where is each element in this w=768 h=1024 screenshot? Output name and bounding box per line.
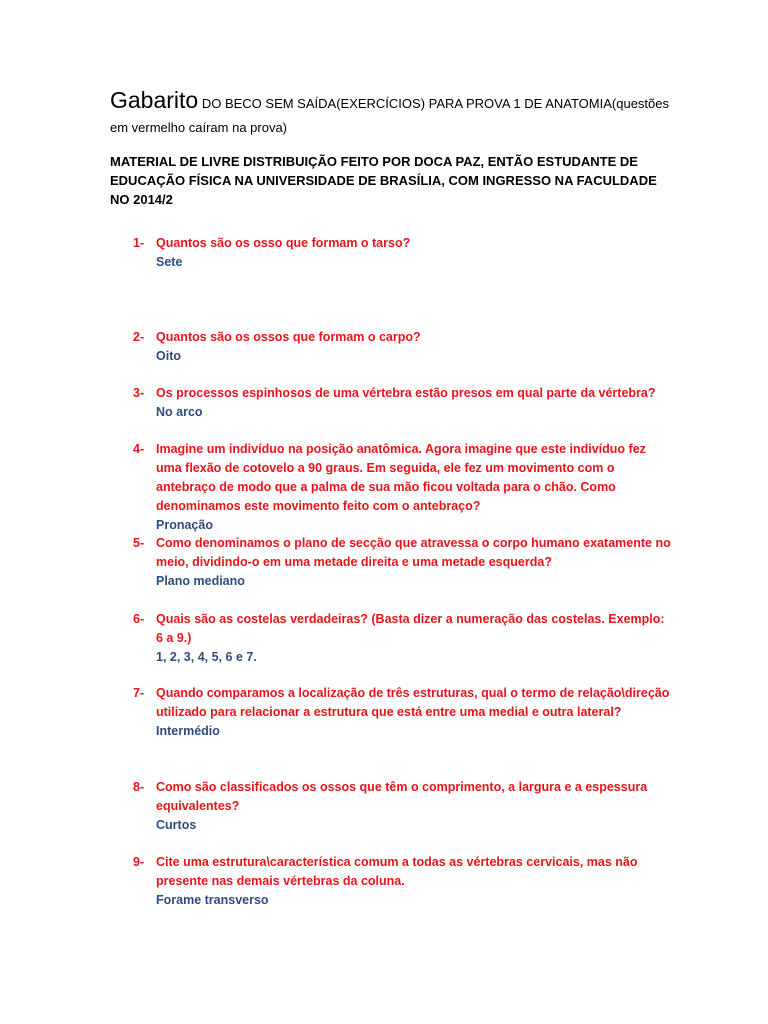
- question-number: 2-: [133, 330, 145, 344]
- question-number: 8-: [133, 780, 145, 794]
- question-text: Como são classificados os ossos que têm o comprimento, a largura e a espessura equivalentes?: [156, 780, 648, 813]
- question-item: [133, 778, 673, 835]
- question-text: Cite uma estrutura\característica comum a todas as vértebras cervicais, mas não presente nas demais vértebras da coluna.: [156, 855, 638, 888]
- question-number: 4-: [133, 442, 145, 456]
- question-number: 1-: [133, 236, 145, 250]
- question-text: Os processos espinhosos de uma vértebra estão presos em qual parte da vértebra?: [156, 386, 656, 400]
- question-item: [133, 853, 673, 910]
- question-number: 7-: [133, 686, 145, 700]
- question-answer: Curtos: [156, 818, 197, 832]
- question-answer: Pronação: [156, 518, 213, 532]
- question-text: Como denominamos o plano de secção que atravessa o corpo humano exatamente no meio, dividindo-o em uma metade direita e uma metade esquerda?: [156, 536, 671, 569]
- question-item: [133, 534, 673, 591]
- question-answer: Forame transverso: [156, 893, 269, 907]
- title-rest: DO BECO SEM SAÍDA(EXERCÍCIOS) PARA PROVA 1 DE ANATOMIA(questões em vermelho caíram na prova): [110, 96, 669, 135]
- question-number: 9-: [133, 855, 145, 869]
- question-answer: Oito: [156, 349, 181, 363]
- question-item: [133, 384, 673, 422]
- question-number: 5-: [133, 536, 145, 550]
- question-text: Quantos são os osso que formam o tarso?: [156, 236, 411, 250]
- question-answer: Plano mediano: [156, 574, 245, 588]
- question-text: Quais são as costelas verdadeiras? (Basta dizer a numeração das costelas. Exemplo: 6 a 9.): [156, 612, 665, 645]
- question-item: [133, 684, 673, 741]
- question-text: Quando comparamos a localização de três estruturas, qual o termo de relação\direção utilizado para relacionar a estrutura que está entre uma medial e outra lateral?: [156, 686, 670, 719]
- question-text: Imagine um indivíduo na posição anatômica. Agora imagine que este indivíduo fez uma flexão de cotovelo a 90 graus. Em seguida, ele fez um movimento com o antebraço de modo que a palma de sua mão ficou voltada para o chão. Como denominamos este movimento feito com o antebraço?: [156, 442, 646, 513]
- question-number: 3-: [133, 386, 145, 400]
- question-item: [133, 328, 673, 366]
- document-subtitle: MATERIAL DE LIVRE DISTRIBUIÇÃO FEITO POR DOCA PAZ, ENTÃO ESTUDANTE DE EDUCAÇÃO FÍSICA NA UNIVERSIDADE DE BRASÍLIA, COM INGRESSO NA FACULDADE NO 2014/2: [110, 154, 657, 207]
- question-number: 6-: [133, 612, 145, 626]
- question-answer: 1, 2, 3, 4, 5, 6 e 7.: [156, 650, 257, 664]
- title-main: Gabarito: [110, 87, 199, 113]
- question-item: [133, 610, 673, 667]
- question-answer: No arco: [156, 405, 203, 419]
- question-item: [133, 234, 673, 272]
- question-text: Quantos são os ossos que formam o carpo?: [156, 330, 421, 344]
- question-item: [133, 440, 673, 535]
- question-answer: Intermédio: [156, 724, 220, 738]
- question-answer: Sete: [156, 255, 183, 269]
